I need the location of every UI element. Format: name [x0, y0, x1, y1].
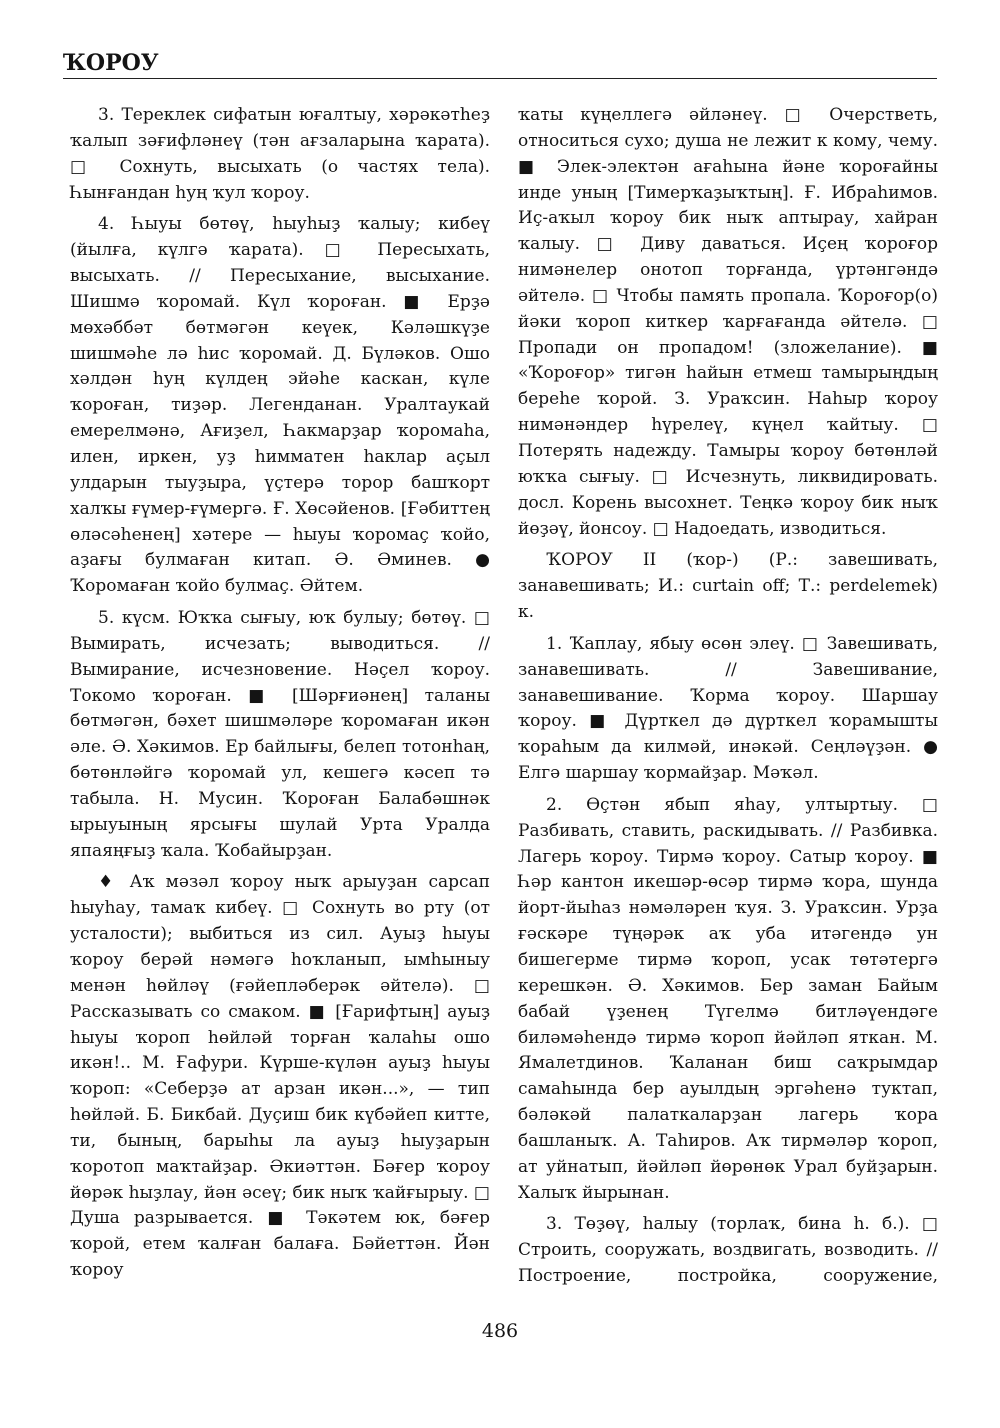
entry-2-sense-1-paragraph: 1. Ҡаплау, ябыу өсөн элеү. □ Завешивать, занавешивать. // Завешивание, занавешивание. Ҡорма ҡороу. Шаршау ҡороу. ■ Дүрткел дә дүрткел ҡорамышты ҡораһым да килмәй, инәкәй. Сеңләүҙән. ● Елгә шаршау ҡормайҙар. Мәҡәл. — [518, 633, 938, 784]
page-number: 486 — [481, 1320, 519, 1342]
sense-3-paragraph: 3. Тереклек сифатын юғалтыу, хәрәкәтһеҙ ҡалып зәғифләнеү (тән ағзаларына ҡарата). □ Сохнуть, высыхать (о частях тела). Һынғандан һуң ҡул ҡороу. — [70, 105, 490, 203]
right-column — [518, 103, 938, 1296]
idioms-paragraph: ♦ Аҡ мәзәл ҡороу ныҡ арыуҙан сарсап һыуһау, тамаҡ кибеү. □ Сохнуть во рту (от усталости); выбиться из сил. Ауыҙ һыуы ҡороу берәй нәмәгә һоҡланып, ымһыныу менән һөйләү (ғәйепләберәк әйтелә). □ Рассказывать со смаком. ■ [Ғарифтың] ауыҙ һыуы ҡороп һөйләй торған ҡалаһы ошо икән!.. М. Ғафури. Күрше-күлән ауыҙ һыуы ҡороп: «Себерҙә ат арзан икән...», — тип һөйләй. Б. Бикбай. Дуҫиш бик күбәйеп китте, ти, бының, барыһы ла ауыҙ һыуҙарын ҡоротоп маҡтайҙар. Әкиәттән. Бәғер ҡороу йөрәк һыҙлау, йән әсеү; бик ныҡ ҡайғырыу. □ Душа разрывается. ■ Тәкәтем юк, бәғер ҡорой, етем ҡалған балаға. Бәйеттән. Йән ҡороу — [70, 872, 490, 1281]
sense-5-paragraph: 5. күсм. Юҡҡа сығыу, юҡ булыу; бөтөү. □ Вымирать, исчезать; выводиться. // Вымирание, исчезновение. Нәҫел ҡороу. Токомо ҡороған. ■ [Шәрғиәнең] таланы бөтмәгән, бәхет шишмәләре ҡоромаған икән әле. Ә. Хәкимов. Ер байлығы, белеп тотонһаң, бөтөнләйгә ҡоромай ул, кешегә кәсеп тә табыла. Н. Мусин. Ҡороған Балабәшнәк ырыуының ярсығы шулай Урта Уралда япаяңғыҙ ҡала. Ҡобайырҙан. — [70, 608, 490, 861]
left-column — [70, 103, 490, 1290]
sense-4-paragraph: 4. Һыуы бөтөү, һыуһыҙ ҡалыу; кибеү (йылға, күлгә ҡарата). □ Пересыхать, высыхать. // Пересыхание, высыхание. Шишмә ҡоромай. Күл ҡороған. ■ Ерҙә мөхәббәт бөтмәгән кеүек, Кәләшкүҙе шишмәһе лә һис ҡоромай. Д. Бүләков. Ошо хәлдән һуң күлдең эйәһе каскан, күле ҡороған, тиҙәр. Легенданан. Уралтаукай емерелмәнә, Ағиҙел, Һакмарҙар ҡоромаһа, илен, иркен, уҙ һимматен һаклар аҫыл улдарын тыуҙыра, үҫтерә торор башҡорт халҡы ғүмер-ғүмергә. Ғ. Хөсәйенов. [Ғәбиттең өләсәһенең] хәтере — һыуы ҡоромаҫ ҡойо, аҙағы булмаған китап. Ә. Әминев. ● Ҡоромаған ҡойо булмаҫ. Әйтем. — [70, 214, 490, 597]
entry-2-sense-2-paragraph: 2. Өҫтән ябып яһау, ултыртыу. □ Разбивать, ставить, раскидывать. // Разбивка. Лагерь ҡороу. Тирмә ҡороу. Сатыр ҡороу. ■ Һәр кантон икешәр-өсәр тирмә ҡора, шунда йорт-йыһаз нәмәләрен ҡуя. З. Ураҡсин. Урҙа ғәскәре түңәрәк аҡ уба итәгендә ун бишегерме тирмә ҡороп, усак төтәтергә керешкән. Ә. Хәкимов. Бер заман Байым бабай үҙенең Түгелмә битләүендәге биләмәһендә тирмә ҡороп йәйләп яткан. М. Ямалетдинов. Ҡаланан биш саҡрымдар самаһында бер ауылдың эргәһенә туктап, бәләкәй палаткаларҙан лагерь ҡора башланыҡ. А. Таһиров. Аҡ тирмәләр ҡороп, ат уйнатып, йәйләп йөрөнөк Урал буйҙарын. Халыҡ йырынан. — [518, 794, 938, 1203]
entry-2-sense-3-paragraph: 3. Төҙөү, һалыу (торлаҡ, бина һ. б.). □ Строить, сооружать, воздвигать, возводить. // Построение, постройка, сооружение, — [518, 1214, 938, 1287]
header-rule — [63, 78, 937, 79]
idioms-continued-paragraph: ҡаты күңеллегә әйләнеү. □ Очерстветь, относиться сухо; душа не лежит к кому, чему. ■ Элек-электән ағаһына йәне ҡороғайны инде уның [Тимерҡаҙыҡтың]. Ғ. Ибраһимов. Иҫ-аҡыл ҡороу бик ныҡ аптырау, хайран ҡалыу. □ Диву даваться. Иҫең ҡороғор нимәнелер онотоп торғанда, үртәнгәндә әйтелә. □ Чтобы память пропала. Ҡороғор(о) йәки ҡороп киткер ҡарғағанда әйтелә. □ Пропади он пропадом! (зложелание). ■ «Ҡороғор» тигән һайын етмеш тамырыңдың береһе ҡорой. З. Ураҡсин. Наһыр ҡороу нимәнәндер һүрелеү, күңел ҡайтыу. □ Потерять надежду. Тамыры ҡороу бөтөнләй юҡҡа сығыу. □ Исчезнуть, ликвидировать. досл. Корень высохнет. Теңкә ҡороу бик ныҡ йөҙәү, йонсоу. □ Надоедать, изводиться. — [518, 105, 938, 539]
running-head: ҠОРОУ — [63, 50, 159, 76]
entry-koroy-2-heading: ҠОРОУ II (ҡор-) (Р.: завешивать, занавешивать; И.: curtain off; Т.: perdelemek) к. — [518, 550, 938, 623]
